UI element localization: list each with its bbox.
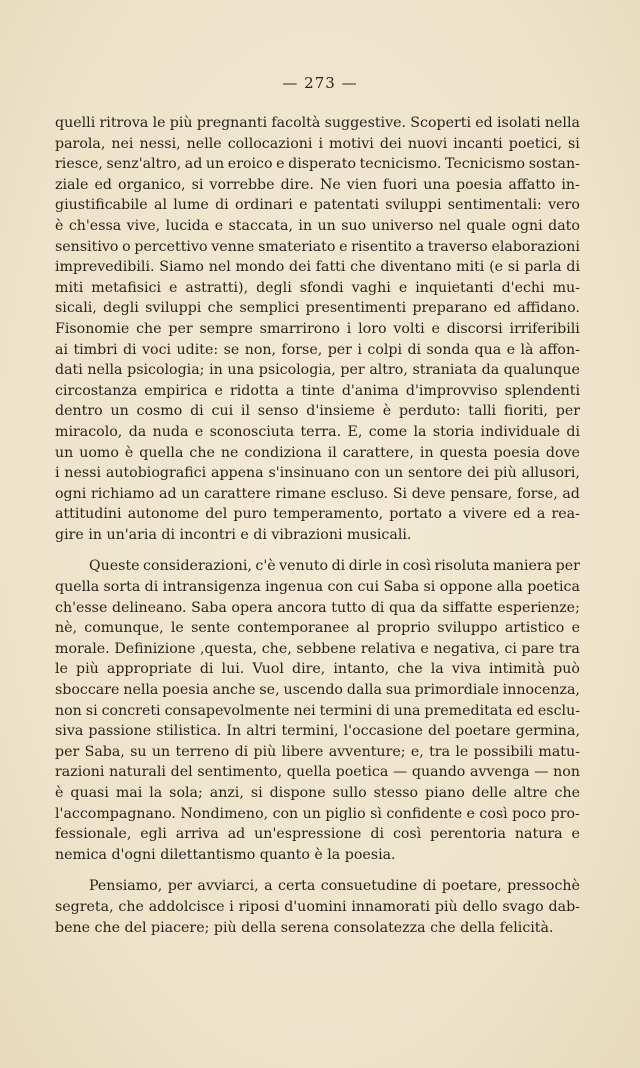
text-line: i nessi autobiografici appena s'insinuano con un sentore dei più allusori, bbox=[55, 465, 580, 482]
text-line: imprevedibili. Siamo nel mondo dei fatti che diventano miti (e si parla di bbox=[55, 259, 580, 276]
text-line: ziale ed organico, si vorrebbe dire. Ne vien fuori una poesia affatto in- bbox=[55, 176, 580, 193]
text-line: è quasi mai la sola; anzi, si dispone sullo stesso piano delle altre che bbox=[55, 785, 580, 801]
page-number: — 273 — bbox=[282, 74, 358, 92]
paragraph bbox=[55, 113, 580, 545]
text-line: un uomo è quella che ne condiziona il carattere, in questa poesia dove bbox=[55, 444, 580, 461]
paragraph bbox=[55, 556, 580, 865]
text-line: segreta, che addolcisce i riposi d'uomini innamorati più dello svago dab- bbox=[55, 898, 580, 915]
text-line: Fisonomie che per sempre smarrirono i loro volti e discorsi irriferibili bbox=[55, 320, 580, 337]
text-line: le più appropriate di lui. Vuol dire, intanto, che la viva intimità può bbox=[55, 661, 580, 678]
text-line: siva passione stilistica. In altri termini, l'occasione del poetare germina, bbox=[55, 723, 580, 740]
text-line: nè, comunque, le sente contemporanee al proprio sviluppo artistico e bbox=[55, 620, 580, 637]
text-line: circostanza empirica e ridotta a tinte d'anima d'improvviso splendenti bbox=[55, 382, 580, 399]
text-line: sboccare nella poesia anche se, uscendo dalla sua primordiale innocenza, bbox=[55, 682, 580, 699]
text-line: fessionale, egli arriva ad un'espressione di così perentoria natura e bbox=[55, 826, 580, 843]
paragraph-gap bbox=[55, 865, 580, 876]
text-line: Pensiamo, per avviarci, a certa consuetudine di poetare, pressochè bbox=[89, 878, 580, 895]
text-line: non si concreti consapevolmente nei termini di una premeditata ed esclu- bbox=[55, 702, 580, 719]
text-line: per Saba, su un terreno di più libere avventure; e, tra le possibili matu- bbox=[55, 743, 580, 760]
text-line: nemica d'ogni dilettantismo quanto è la poesia. bbox=[55, 846, 396, 863]
text-line: attitudini autonome del puro temperamento, portato a vivere ed a rea- bbox=[55, 506, 580, 523]
paragraph bbox=[55, 876, 580, 938]
text-line: parola, nei nessi, nelle collocazioni i motivi dei nuovi incanti poetici, si bbox=[55, 135, 580, 152]
text-line: riesce, senz'altro, ad un eroico e disperato tecnicismo. Tecnicismo sostan- bbox=[55, 156, 580, 173]
text-line: dati nella psicologia; in una psicologia, per altro, straniata da qualunque bbox=[55, 362, 580, 379]
text-line: l'accompagnano. Nondimeno, con un piglio sì confidente e così poco pro- bbox=[55, 805, 580, 822]
text-line: quelli ritrova le più pregnanti facoltà suggestive. Scoperti ed isolati nella bbox=[55, 115, 580, 131]
text-line: è ch'essa vive, lucida e staccata, in un suo universo nel quale ogni dato bbox=[55, 217, 580, 234]
text-line: quella sorta di intransigenza ingenua con cui Saba si oppone alla poetica bbox=[55, 579, 580, 596]
text-line: ch'esse delineano. Saba opera ancora tutto di qua da siffatte esperienze; bbox=[55, 599, 580, 616]
text-line: ogni richiamo ad un carattere rimane escluso. Si deve pensare, forse, ad bbox=[55, 485, 580, 502]
body-text bbox=[55, 113, 580, 938]
text-line: dentro un cosmo di cui il senso d'insieme è perduto: talli fioriti, per bbox=[55, 403, 580, 420]
text-line: sensitivo o percettivo venne smateriato e risentito a traverso elaborazioni bbox=[55, 238, 580, 255]
text-line: giustificabile al lume di ordinari e patentati sviluppi sentimentali: vero bbox=[55, 197, 580, 214]
paragraph-gap bbox=[55, 545, 580, 556]
text-line: ai timbri di voci udite: se non, forse, per i colpi di sonda qua e là affon- bbox=[55, 341, 580, 358]
text-line: Queste considerazioni, c'è venuto di dirle in così risoluta maniera per bbox=[89, 558, 580, 575]
text-line: bene che del piacere; più della serena consolatezza che della felicità. bbox=[55, 919, 554, 936]
text-line: gire in un'aria di incontri e di vibrazioni musicali. bbox=[55, 526, 412, 543]
text-line: morale. Definizione ,questa, che, sebbene relativa e negativa, ci pare tra bbox=[55, 640, 580, 657]
text-line: miracolo, da nuda e sconosciuta terra. E, come la storia individuale di bbox=[55, 423, 580, 440]
text-line: sicali, degli sviluppi che semplici presentimenti preparano ed affidano. bbox=[55, 300, 580, 317]
text-line: miti metafisici e astratti), degli sfondi vaghi e inquietanti d'echi mu- bbox=[55, 279, 580, 296]
text-line: razioni naturali del sentimento, quella poetica — quando avvenga — non bbox=[55, 764, 580, 781]
